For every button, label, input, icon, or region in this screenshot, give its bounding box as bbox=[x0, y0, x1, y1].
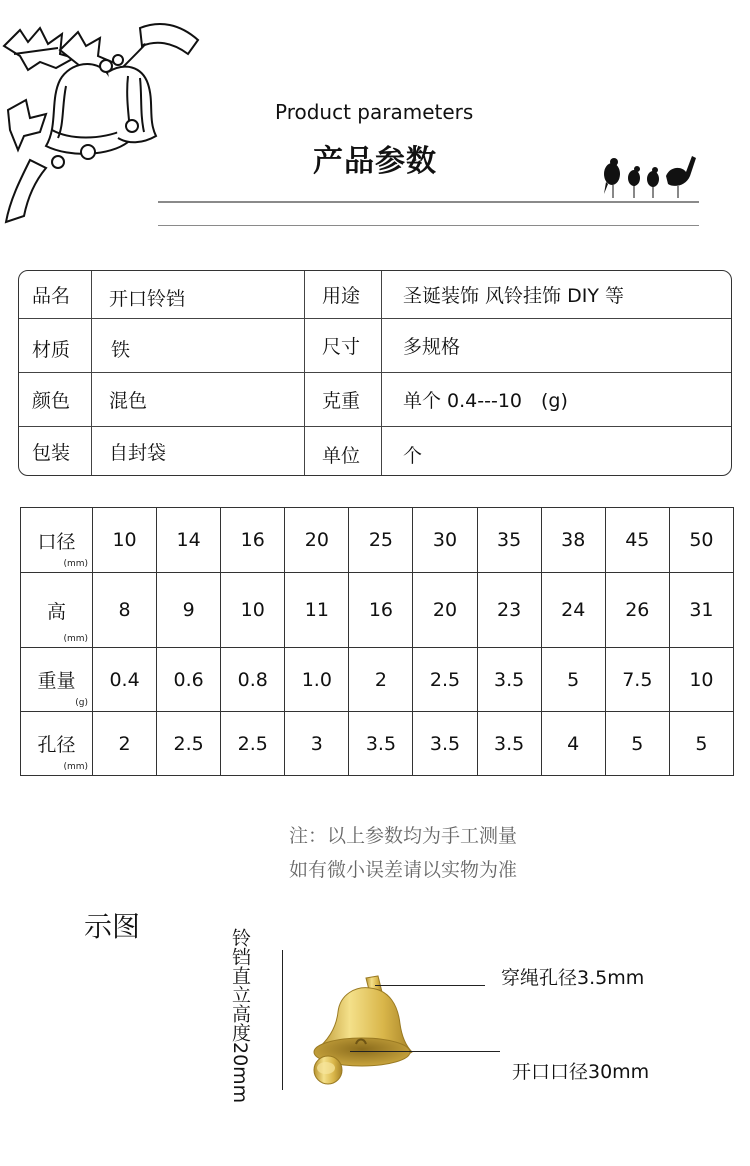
row-unit: (mm) bbox=[63, 634, 88, 644]
param-label: 用途 bbox=[322, 285, 361, 307]
table-cell: 30 bbox=[413, 508, 477, 573]
table-cell: 3 bbox=[285, 712, 349, 776]
row-unit: (mm) bbox=[63, 559, 88, 569]
birds-silhouette-icon bbox=[600, 152, 698, 200]
measurement-note: 注：以上参数均为手工测量 bbox=[289, 825, 518, 847]
param-value: 多规格 bbox=[403, 335, 461, 358]
table-cell: 8 bbox=[93, 573, 157, 648]
row-header bbox=[21, 573, 93, 648]
table-cell: 3.5 bbox=[477, 712, 541, 776]
param-label: 材质 bbox=[32, 338, 71, 361]
table-cell: 14 bbox=[157, 508, 221, 573]
height-label: 铃铛直立高度20mm bbox=[229, 928, 251, 1104]
param-value: 个 bbox=[403, 445, 423, 467]
title-chinese: 产品参数 bbox=[313, 144, 437, 179]
params-vline bbox=[91, 271, 92, 476]
mouth-diameter-label: 开口口径30mm bbox=[512, 1061, 650, 1083]
table-cell: 10 bbox=[221, 573, 285, 648]
mouth-leader-line bbox=[350, 1051, 500, 1052]
param-value: 单个 0.4---10 (g) bbox=[403, 389, 568, 412]
param-label: 品名 bbox=[32, 285, 71, 307]
param-label: 包装 bbox=[32, 442, 71, 464]
title-english: Product parameters bbox=[275, 100, 474, 124]
table-cell: 0.6 bbox=[157, 648, 221, 712]
params-vline bbox=[381, 271, 382, 476]
size-spec-table bbox=[20, 507, 734, 776]
table-cell: 2.5 bbox=[221, 712, 285, 776]
table-cell: 7.5 bbox=[605, 648, 669, 712]
table-cell: 25 bbox=[349, 508, 413, 573]
table-row bbox=[21, 648, 734, 712]
table-cell: 9 bbox=[157, 573, 221, 648]
table-cell: 45 bbox=[605, 508, 669, 573]
param-label: 克重 bbox=[322, 389, 361, 412]
tolerance-note: 如有微小误差请以实物为准 bbox=[289, 859, 518, 881]
table-cell: 0.4 bbox=[93, 648, 157, 712]
row-label: 重量 bbox=[37, 670, 76, 692]
row-label: 高 bbox=[46, 600, 66, 623]
params-vline bbox=[304, 271, 305, 476]
table-cell: 38 bbox=[541, 508, 605, 573]
table-cell: 50 bbox=[669, 508, 733, 573]
table-cell: 2.5 bbox=[157, 712, 221, 776]
header-divider-bottom bbox=[158, 225, 699, 226]
table-cell: 11 bbox=[285, 573, 349, 648]
table-cell: 26 bbox=[605, 573, 669, 648]
table-cell: 2.5 bbox=[413, 648, 477, 712]
row-label: 口径 bbox=[37, 530, 76, 553]
table-cell: 23 bbox=[477, 573, 541, 648]
param-value: 混色 bbox=[109, 389, 148, 412]
hole-diameter-label: 穿绳孔径3.5mm bbox=[501, 967, 645, 989]
gold-bell-image bbox=[300, 972, 420, 1087]
table-cell: 5 bbox=[669, 712, 733, 776]
header-divider-top bbox=[158, 201, 699, 203]
table-cell: 31 bbox=[669, 573, 733, 648]
table-cell: 3.5 bbox=[349, 712, 413, 776]
table-cell: 16 bbox=[221, 508, 285, 573]
table-row bbox=[21, 508, 734, 573]
param-label: 颜色 bbox=[32, 389, 71, 412]
table-cell: 5 bbox=[541, 648, 605, 712]
table-row bbox=[21, 712, 734, 776]
row-header bbox=[21, 508, 93, 573]
table-cell: 20 bbox=[413, 573, 477, 648]
row-label: 孔径 bbox=[37, 734, 76, 756]
param-label: 单位 bbox=[322, 445, 361, 467]
table-cell: 3.5 bbox=[413, 712, 477, 776]
table-cell: 3.5 bbox=[477, 648, 541, 712]
table-cell: 1.0 bbox=[285, 648, 349, 712]
table-row bbox=[21, 573, 734, 648]
row-header bbox=[21, 648, 93, 712]
table-cell: 2 bbox=[349, 648, 413, 712]
param-value: 自封袋 bbox=[109, 442, 167, 464]
table-cell: 35 bbox=[477, 508, 541, 573]
param-label: 尺寸 bbox=[322, 335, 361, 358]
table-cell: 10 bbox=[669, 648, 733, 712]
diagram-title: 示图 bbox=[84, 910, 141, 943]
table-cell: 0.8 bbox=[221, 648, 285, 712]
param-value: 开口铃铛 bbox=[109, 288, 186, 310]
row-unit: (g) bbox=[75, 698, 88, 708]
table-cell: 5 bbox=[605, 712, 669, 776]
param-value: 圣诞装饰 风铃挂饰 DIY 等 bbox=[403, 285, 624, 307]
height-marker-line bbox=[282, 950, 283, 1090]
product-params-table bbox=[18, 270, 732, 476]
table-cell: 4 bbox=[541, 712, 605, 776]
param-value: 铁 bbox=[111, 338, 131, 361]
row-unit: (mm) bbox=[63, 762, 88, 772]
row-header bbox=[21, 712, 93, 776]
table-cell: 16 bbox=[349, 573, 413, 648]
table-cell: 20 bbox=[285, 508, 349, 573]
table-cell: 24 bbox=[541, 573, 605, 648]
table-cell: 2 bbox=[93, 712, 157, 776]
christmas-bells-icon bbox=[0, 10, 205, 225]
hole-leader-line bbox=[375, 985, 485, 986]
table-cell: 10 bbox=[93, 508, 157, 573]
